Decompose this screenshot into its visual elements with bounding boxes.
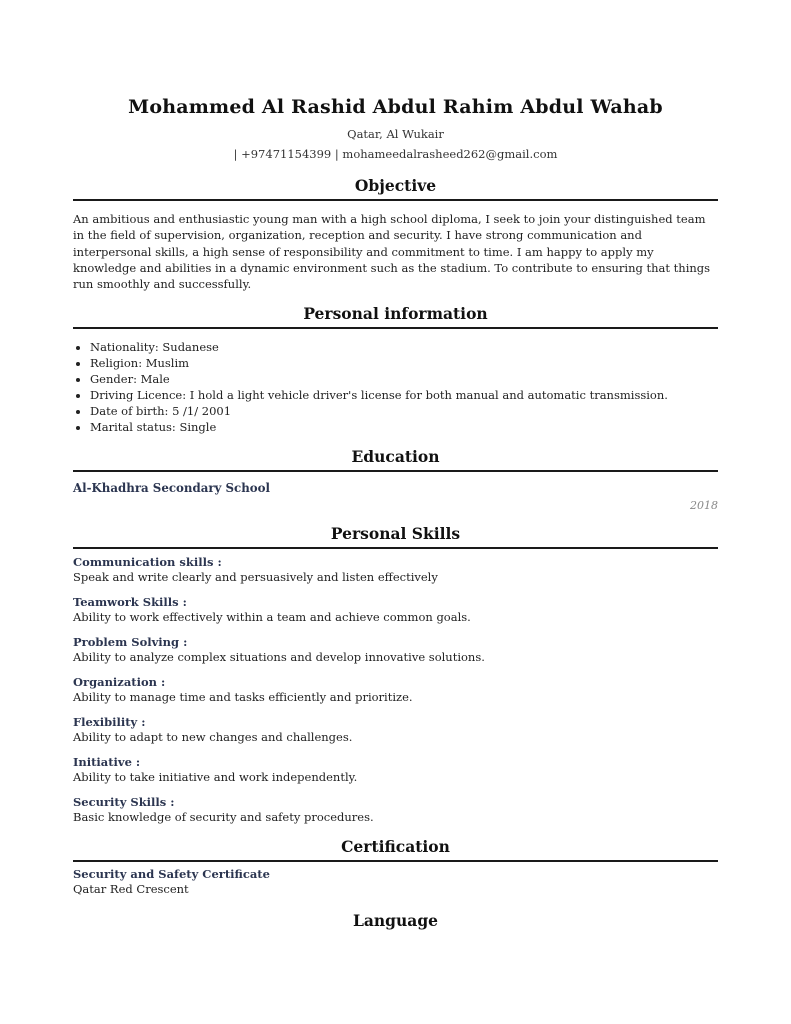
skill-description: Basic knowledge of security and safety procedures. xyxy=(73,810,374,825)
skill-item xyxy=(73,795,718,825)
skill-name: Flexibility : xyxy=(73,715,146,730)
list-item: • Gender: Male xyxy=(90,371,718,387)
skills-heading: Personal Skills xyxy=(73,524,718,549)
list-item: • Nationality: Sudanese xyxy=(90,339,718,355)
list-item: • Religion: Muslim xyxy=(90,355,718,371)
skill-item xyxy=(73,555,718,585)
school-name: Al-Khadhra Secondary School xyxy=(73,481,271,496)
education-heading: Education xyxy=(73,447,718,472)
personal-info-list xyxy=(73,339,718,435)
skill-description: Ability to analyze complex situations and develop innovative solutions. xyxy=(73,650,485,665)
skill-description: Ability to take initiative and work independently. xyxy=(73,770,358,785)
skill-name: Organization : xyxy=(73,675,166,690)
graduation-year: 2018 xyxy=(690,499,718,513)
skill-item xyxy=(73,595,718,625)
skill-name: Communication skills : xyxy=(73,555,222,570)
skill-name: Problem Solving : xyxy=(73,635,188,650)
list-item: • Date of birth: 5 /1/ 2001 xyxy=(90,403,718,419)
skill-name: Teamwork Skills : xyxy=(73,595,187,610)
skill-item xyxy=(73,715,718,745)
skill-description: Ability to manage time and tasks efficiently and prioritize. xyxy=(73,690,413,705)
skill-item xyxy=(73,755,718,785)
skill-item xyxy=(73,635,718,665)
candidate-name: Mohammed Al Rashid Abdul Rahim Abdul Wahab xyxy=(128,96,663,118)
skill-item xyxy=(73,675,718,705)
list-item: • Driving Licence: I hold a light vehicle driver's license for both manual and automatic transmission. xyxy=(90,387,718,403)
certificate-issuer: Qatar Red Crescent xyxy=(73,882,189,897)
language-heading: Language xyxy=(352,911,439,931)
skill-description: Ability to work effectively within a team and achieve common goals. xyxy=(73,610,471,625)
list-item: • Marital status: Single xyxy=(90,419,718,435)
skill-description: Ability to adapt to new changes and challenges. xyxy=(73,730,353,745)
certificate-name: Security and Safety Certificate xyxy=(73,867,270,882)
certification-heading: Certification xyxy=(73,837,718,862)
objective-text: An ambitious and enthusiastic young man with a high school diploma, I seek to join your distinguished team in the field of supervision, organization, reception and security. I have strong communication and interpersonal skills, a high sense of responsibility and commitment to time. I am happy to apply my knowledge and abilities in a dynamic environment such as the stadium. To contribute to ensuring that things run smoothly and successfully. xyxy=(73,212,711,292)
skills-list xyxy=(73,555,718,825)
objective-heading: Objective xyxy=(73,176,718,201)
skill-name: Initiative : xyxy=(73,755,141,770)
resume-page xyxy=(73,96,718,930)
skill-description: Speak and write clearly and persuasively and listen effectively xyxy=(73,570,438,585)
personal-info-heading: Personal information xyxy=(73,304,718,329)
contact-line: | +97471154399 | mohameedalrasheed262@gmail.com xyxy=(233,147,558,161)
location: Qatar, Al Wukair xyxy=(347,127,444,141)
skill-name: Security Skills : xyxy=(73,795,175,810)
